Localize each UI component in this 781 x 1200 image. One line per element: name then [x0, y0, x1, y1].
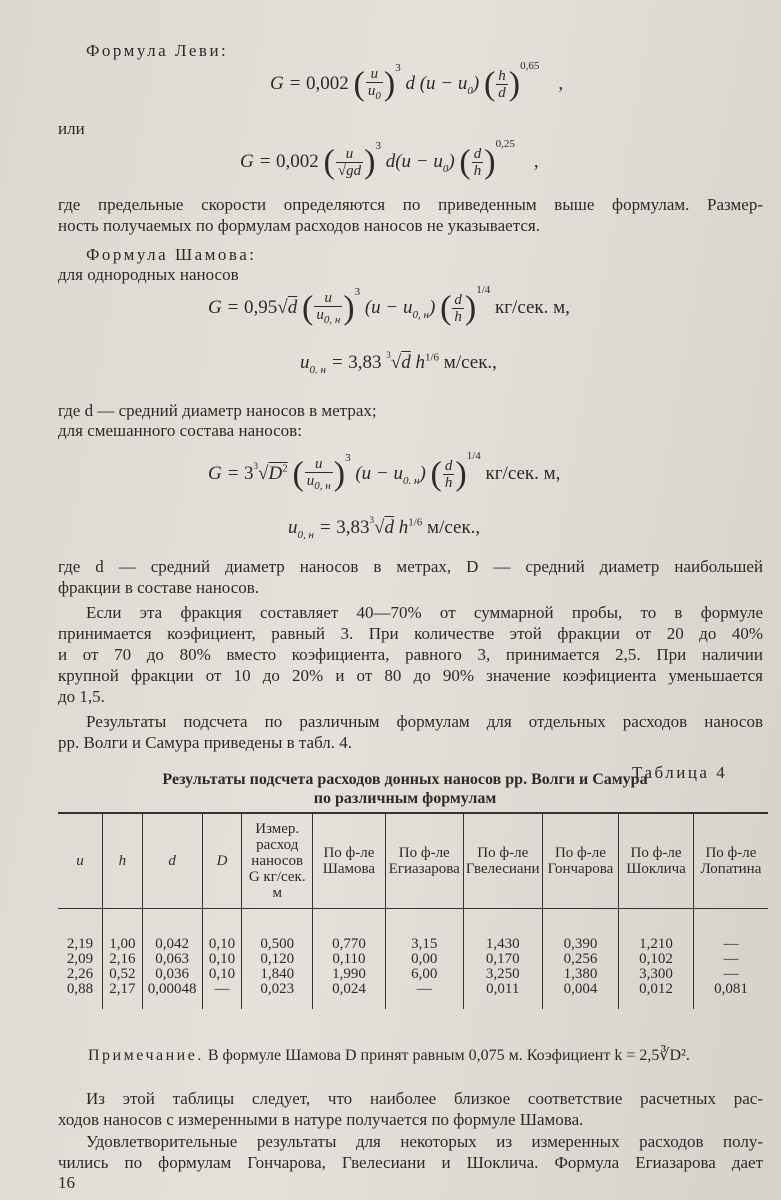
para-coef-line-3: и от 70 до 80% вместо коэфициента, равного 3, принимается 2,5. При наличии	[58, 645, 763, 664]
para-satisfactory-line-2: чились по формулам Гончарова, Гвелесиани и Шоклича. Формула Егиазарова дает	[58, 1153, 763, 1172]
header-D: D	[202, 813, 241, 908]
col-h	[103, 908, 142, 1009]
levi-formula-1: G = 0,002 ( $\frac{u}{u_0}$ )$^3$ d $(u - u_0)$ ( $\frac{h}{d}$ )$^{0,65}$ ,	[270, 60, 564, 103]
table-cell: 0,10	[208, 965, 236, 982]
para-satisfactory-line-1: Удовлетворительные результаты для некоторых из измеренных расходов полу-	[86, 1132, 763, 1151]
table-cell: 0,012	[639, 980, 673, 997]
table-cell: 0,390	[563, 935, 598, 952]
table-cell: 2,19	[66, 935, 94, 952]
table-cell: —	[416, 980, 432, 997]
table-cell: 1,840	[260, 965, 295, 982]
levi-heading: Формула Леви:	[86, 41, 229, 60]
table-cell: 0,256	[563, 950, 598, 967]
table-cell: 3,300	[639, 965, 673, 982]
table-cell: 3,250	[485, 965, 520, 982]
table-cell: 0,52	[109, 965, 136, 982]
table-cell: 0,00	[411, 950, 438, 967]
table-cell: —	[723, 965, 739, 982]
col-u	[58, 908, 103, 1009]
table-cell: 2,16	[109, 950, 136, 967]
table-cell: 0,004	[563, 980, 598, 997]
table-cell: 0,00048	[147, 980, 197, 997]
table-label: Таблица 4	[632, 763, 728, 782]
table-cell: 1,430	[485, 935, 520, 952]
header-h: h	[103, 813, 142, 908]
para-conclusion-line-1: Из этой таблицы следует, что наиболее близкое соответствие расчетных рас-	[86, 1089, 763, 1108]
levi-formula-2: G = 0,002 ( $\frac{u}{√gd}$ )$^3$ $d(u - u_0)$ ( $\frac{d}{h}$ )$^{0,25}$ ,	[240, 138, 539, 181]
table-cell: 0,063	[155, 950, 190, 967]
results-table	[58, 812, 768, 1009]
dD-definition-line-1: где d — средний диаметр наносов в метрах, D — средний диаметр наибольшей	[58, 557, 763, 576]
table-row	[58, 908, 768, 1009]
col-gvelesiani	[463, 908, 542, 1009]
table-cell: 0,10	[208, 950, 236, 967]
table-cell: 0,120	[260, 950, 295, 967]
para-coef-line-4: крупной фракции от 10 до 20% и от 80 до 90% значение коэфициента уменьшается	[58, 666, 763, 685]
table-cell: 0,036	[155, 965, 190, 982]
table-cell: —	[723, 950, 739, 967]
d-definition: где d — средний диаметр наносов в метрах;	[58, 401, 377, 420]
shamov-heading: Формула Шамова:	[86, 245, 257, 264]
note-lead: Примечание.	[88, 1047, 204, 1064]
para-results-line-1: Результаты подсчета по различным формулам для отдельных расходов наносов	[86, 712, 763, 731]
header-egiazarov: По ф-ле Егиазарова	[385, 813, 463, 908]
mixed-label: для смешанного состава наносов:	[58, 421, 302, 440]
header-u: u	[58, 813, 103, 908]
table-cell: 2,26	[66, 965, 94, 982]
col-measured	[242, 908, 313, 1009]
table-cell: 0,023	[260, 980, 295, 997]
table-cell: —	[214, 980, 230, 997]
col-goncharov	[542, 908, 618, 1009]
table-cell: 0,10	[208, 935, 236, 952]
table-cell: 3,15	[411, 935, 438, 952]
shamov-formula-mixed-1: $G = 3^3√D^2$ ( $\frac{u}{u_{0, н}}$ )$^3$ $(u - u_{0. н})$ ( $\frac{d}{h}$ )$^{1/4}$ кг/сек. м,	[208, 450, 561, 493]
para-coef-line-1: Если эта фракция составляет 40—70% от суммарной пробы, то в формуле	[86, 603, 763, 622]
table-header-row	[58, 813, 768, 908]
table-cell: 0,770	[332, 935, 366, 952]
para-limit-line-2: ность получаемых по формулам расходов наносов не указывается.	[58, 216, 540, 235]
header-d: d	[142, 813, 202, 908]
table-cell: 6,00	[411, 965, 438, 982]
shamov-formula-uniform-1: G = 0,95√d ( $\frac{u}{u_{0, н}}$ )$^3$ $(u - u_{0, н})$ ( $\frac{d}{h}$ )$^{1/4}$ кг/сек. м,	[208, 284, 570, 327]
col-lopatin	[693, 908, 768, 1009]
shamov-formula-mixed-2: $u_{0, н} = 3,83^3√d$ $h^{1/6}$ м/сек.,	[288, 515, 481, 541]
table-cell: 0,081	[714, 980, 748, 997]
header-lopatin: По ф-ле Лопатина	[693, 813, 768, 908]
para-results-line-2: рр. Волги и Самура приведены в табл. 4.	[58, 733, 353, 752]
table-cell: 0,102	[639, 950, 673, 967]
table-cell: 0,110	[332, 950, 366, 967]
table-cell: 2,09	[66, 950, 94, 967]
col-shoklich	[619, 908, 694, 1009]
table-note	[88, 1045, 690, 1067]
page-number: 16	[58, 1173, 75, 1192]
header-goncharov: По ф-ле Гончарова	[542, 813, 618, 908]
table-title-line-2: по различным формулам	[313, 790, 497, 807]
table-title-line-1: Результаты подсчета расходов донных наносов рр. Волги и Самура	[162, 771, 648, 788]
para-coef-line-2: принимается коэфициент, равный 3. При количестве этой фракции от 20 до 40%	[58, 624, 763, 643]
col-shamov	[313, 908, 386, 1009]
dD-definition-line-2: фракции в составе наносов.	[58, 578, 260, 597]
para-limit-line-1: где предельные скорости определяются по приведенным выше формулам. Размер-	[58, 195, 763, 214]
table-cell: 1,210	[639, 935, 673, 952]
table-cell: 2,17	[109, 980, 136, 997]
header-shoklich: По ф-ле Шоклича	[619, 813, 694, 908]
table-cell: 0,500	[260, 935, 295, 952]
col-D	[202, 908, 241, 1009]
or-word: или	[58, 119, 85, 138]
col-d	[142, 908, 202, 1009]
table-cell: 0,024	[332, 980, 366, 997]
header-shamov: По ф-ле Шамова	[313, 813, 386, 908]
table-cell: 1,00	[109, 935, 136, 952]
uniform-label: для однородных наносов	[58, 265, 239, 284]
table-cell: —	[723, 935, 739, 952]
note-text: В формуле Шамова D принят равным 0,075 м. Коэфициент k = 2,5∛D².	[207, 1047, 690, 1064]
table-cell: 0,170	[485, 950, 520, 967]
header-gvelesiani: По ф-ле Гвелесиани	[463, 813, 542, 908]
para-conclusion-line-2: ходов наносов с измеренными в натуре получается по формуле Шамова.	[58, 1110, 584, 1129]
table-cell: 0,042	[155, 935, 190, 952]
table-cell: 0,011	[486, 980, 520, 997]
table-cell: 0,88	[66, 980, 94, 997]
table-cell: 1,990	[332, 965, 366, 982]
header-measured: Измер. расход наносов G кг/сек. м	[242, 813, 313, 908]
para-coef-line-5: до 1,5.	[58, 687, 105, 706]
col-egiazarov	[385, 908, 463, 1009]
shamov-formula-uniform-2: $u_{0. н} = 3,83$ $^3$√d $h^{1/6}$ м/сек.,	[300, 350, 497, 376]
table-cell: 1,380	[563, 965, 598, 982]
